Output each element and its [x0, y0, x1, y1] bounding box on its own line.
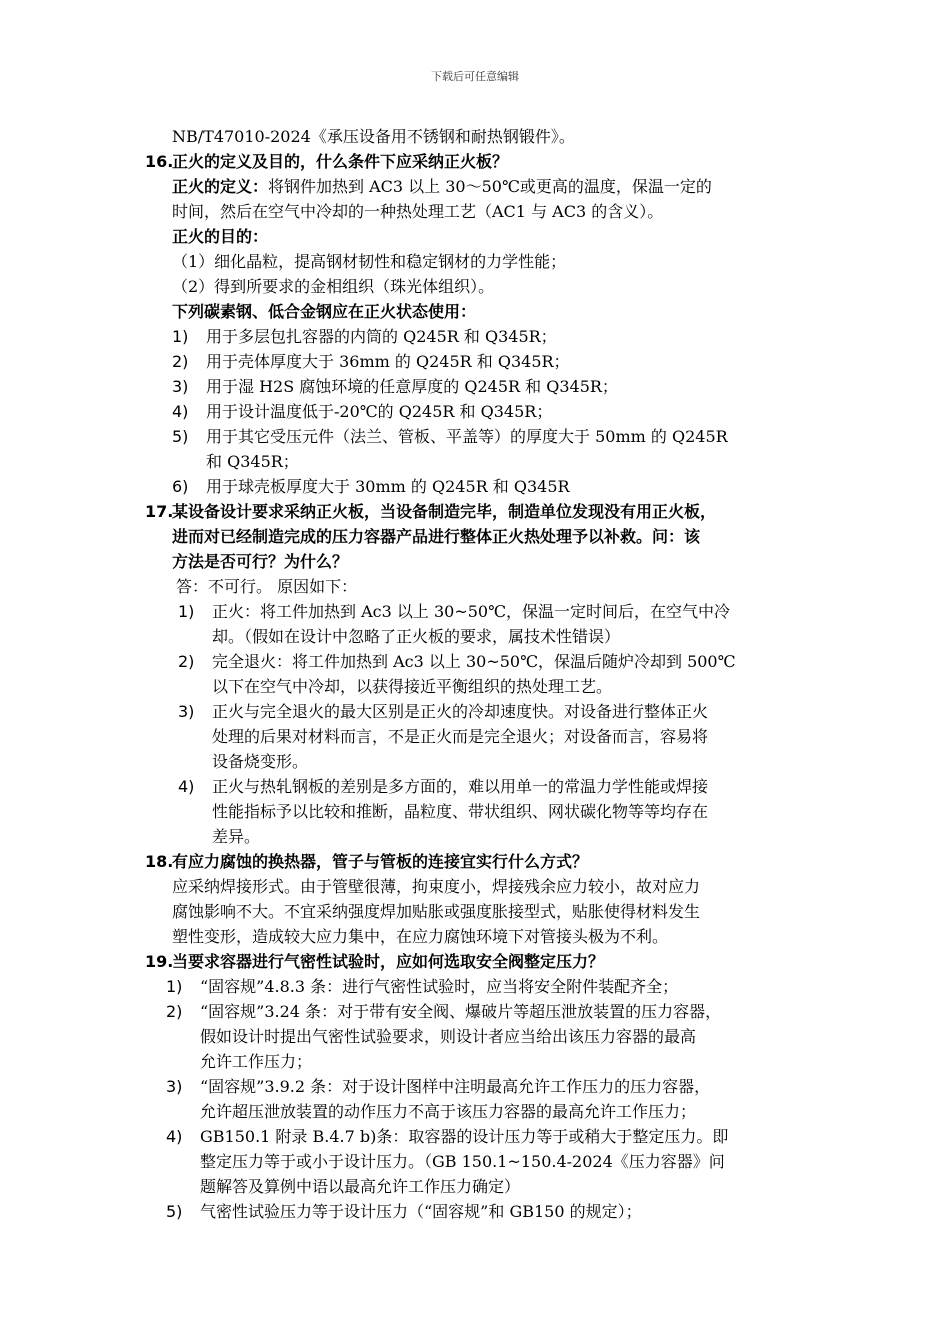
list-item: 4) GB150.1 附录 B.4.7 b)条：取容器的设计压力等于或稍大于整定压力。即 — [166, 1127, 729, 1146]
question-16: 16. 正火的定义及目的，什么条件下应采纳正火板？ — [145, 152, 509, 171]
list-item-cont: 允许工作压力； — [200, 1052, 313, 1071]
text-line: 正火的定义： 将钢件加热到 AC3 以上 30～50℃或更高的温度，保温一定的 — [172, 177, 712, 196]
list-item: 1) 正火：将工件加热到 Ac3 以上 30~50℃，保温一定时间后，在空气中冷 — [178, 602, 730, 621]
list-item-cont: 整定压力等于或小于设计压力。（GB 150.1~150.4-2024《压力容器》问 — [200, 1152, 725, 1171]
section-label: 正火的目的： — [172, 227, 269, 246]
list-item: 3) 正火与完全退火的最大区别是正火的冷却速度快。对设备进行整体正火 — [178, 702, 709, 721]
list-item-cont: 设备烧变形。 — [212, 752, 309, 771]
list-item-cont: 以下在空气中冷却，以获得接近平衡组织的热处理工艺。 — [212, 677, 613, 696]
text-line: 应采纳焊接形式。由于管壁很薄，拘束度小，焊接残余应力较小，故对应力 — [172, 877, 701, 896]
list-item: 2) “固容规”3.24 条：对于带有安全阀、爆破片等超压泄放装置的压力容器， — [166, 1002, 722, 1021]
list-item-cont: 假如设计时提出气密性试验要求，则设计者应当给出该压力容器的最高 — [200, 1027, 697, 1046]
text-line: 时间，然后在空气中冷却的一种热处理工艺（AC1 与 AC3 的含义）。 — [172, 202, 664, 221]
list-item-cont: 和 Q345R； — [206, 452, 299, 471]
list-item-cont: 题解答及算例中语以最高允许工作压力确定） — [200, 1177, 521, 1196]
list-item: 2) 完全退火：将工件加热到 Ac3 以上 30~50℃，保温后随炉冷却到 500℃ — [178, 652, 736, 671]
list-item: 5) 用于其它受压元件（法兰、管板、平盖等）的厚度大于 50mm 的 Q245R — [172, 427, 728, 446]
list-item: 4) 正火与热轧钢板的差别是多方面的，难以用单一的常温力学性能或焊接 — [178, 777, 709, 796]
text-line: NB/T47010-2024《承压设备用不锈钢和耐热钢锻件》。 — [172, 127, 575, 146]
text-line: 腐蚀影响不大。不宜采纳强度焊加贴胀或强度胀接型式，贴胀使得材料发生 — [172, 902, 701, 921]
list-item: 6) 用于球壳板厚度大于 30mm 的 Q245R 和 Q345R — [172, 477, 570, 496]
text-line: （1）细化晶粒，提高钢材韧性和稳定钢材的力学性能； — [172, 252, 567, 271]
list-item: 2) 用于壳体厚度大于 36mm 的 Q245R 和 Q345R； — [172, 352, 570, 371]
question-17: 17. 某设备设计要求采纳正火板，当设备制造完毕，制造单位发现没有用正火板， — [145, 502, 717, 521]
list-item-cont: 性能指标予以比较和推断，晶粒度、带状组织、网状碳化物等等均存在 — [212, 802, 709, 821]
list-item-cont: 允许超压泄放装置的动作压力不高于该压力容器的最高允许工作压力； — [200, 1102, 697, 1121]
list-item-cont: 却。（假如在设计中忽略了正火板的要求，属技术性错误） — [212, 627, 621, 646]
list-item-cont: 处理的后果对材料而言，不是正火而是完全退火；对设备而言，容易将 — [212, 727, 709, 746]
page-header: 下载后可任意编辑 — [431, 70, 519, 83]
list-item: 4) 用于设计温度低于-20℃的 Q245R 和 Q345R； — [172, 402, 553, 421]
question-17-cont: 方法是否可行？为什么？ — [172, 552, 349, 571]
list-item: 5) 气密性试验压力等于设计压力（“固容规”和 GB150 的规定）； — [166, 1202, 642, 1221]
list-item: 3) 用于湿 H2S 腐蚀环境的任意厚度的 Q245R 和 Q345R； — [172, 377, 618, 396]
section-label: 下列碳素钢、低合金钢应在正火状态使用： — [172, 302, 477, 321]
text-line: （2）得到所要求的金相组织（珠光体组织）。 — [172, 277, 495, 296]
list-item-cont: 差异。 — [212, 827, 261, 846]
answer-line: 答：不可行。 原因如下： — [176, 577, 358, 596]
list-item: 1) “固容规”4.8.3 条：进行气密性试验时，应当将安全附件装配齐全； — [166, 977, 679, 996]
question-17-cont: 进而对已经制造完成的压力容器产品进行整体正火热处理予以补救。问：该 — [172, 527, 701, 546]
list-item: 3) “固容规”3.9.2 条：对于设计图样中注明最高允许工作压力的压力容器， — [166, 1077, 711, 1096]
list-item: 1) 用于多层包扎容器的内筒的 Q245R 和 Q345R； — [172, 327, 557, 346]
document-body — [0, 124, 950, 1224]
text-line: 塑性变形，造成较大应力集中，在应力腐蚀环境下对管接头极为不利。 — [172, 927, 669, 946]
question-18: 18. 有应力腐蚀的换热器，管子与管板的连接宜实行什么方式？ — [145, 852, 589, 871]
question-19: 19. 当要求容器进行气密性试验时，应如何选取安全阀整定压力？ — [145, 952, 605, 971]
